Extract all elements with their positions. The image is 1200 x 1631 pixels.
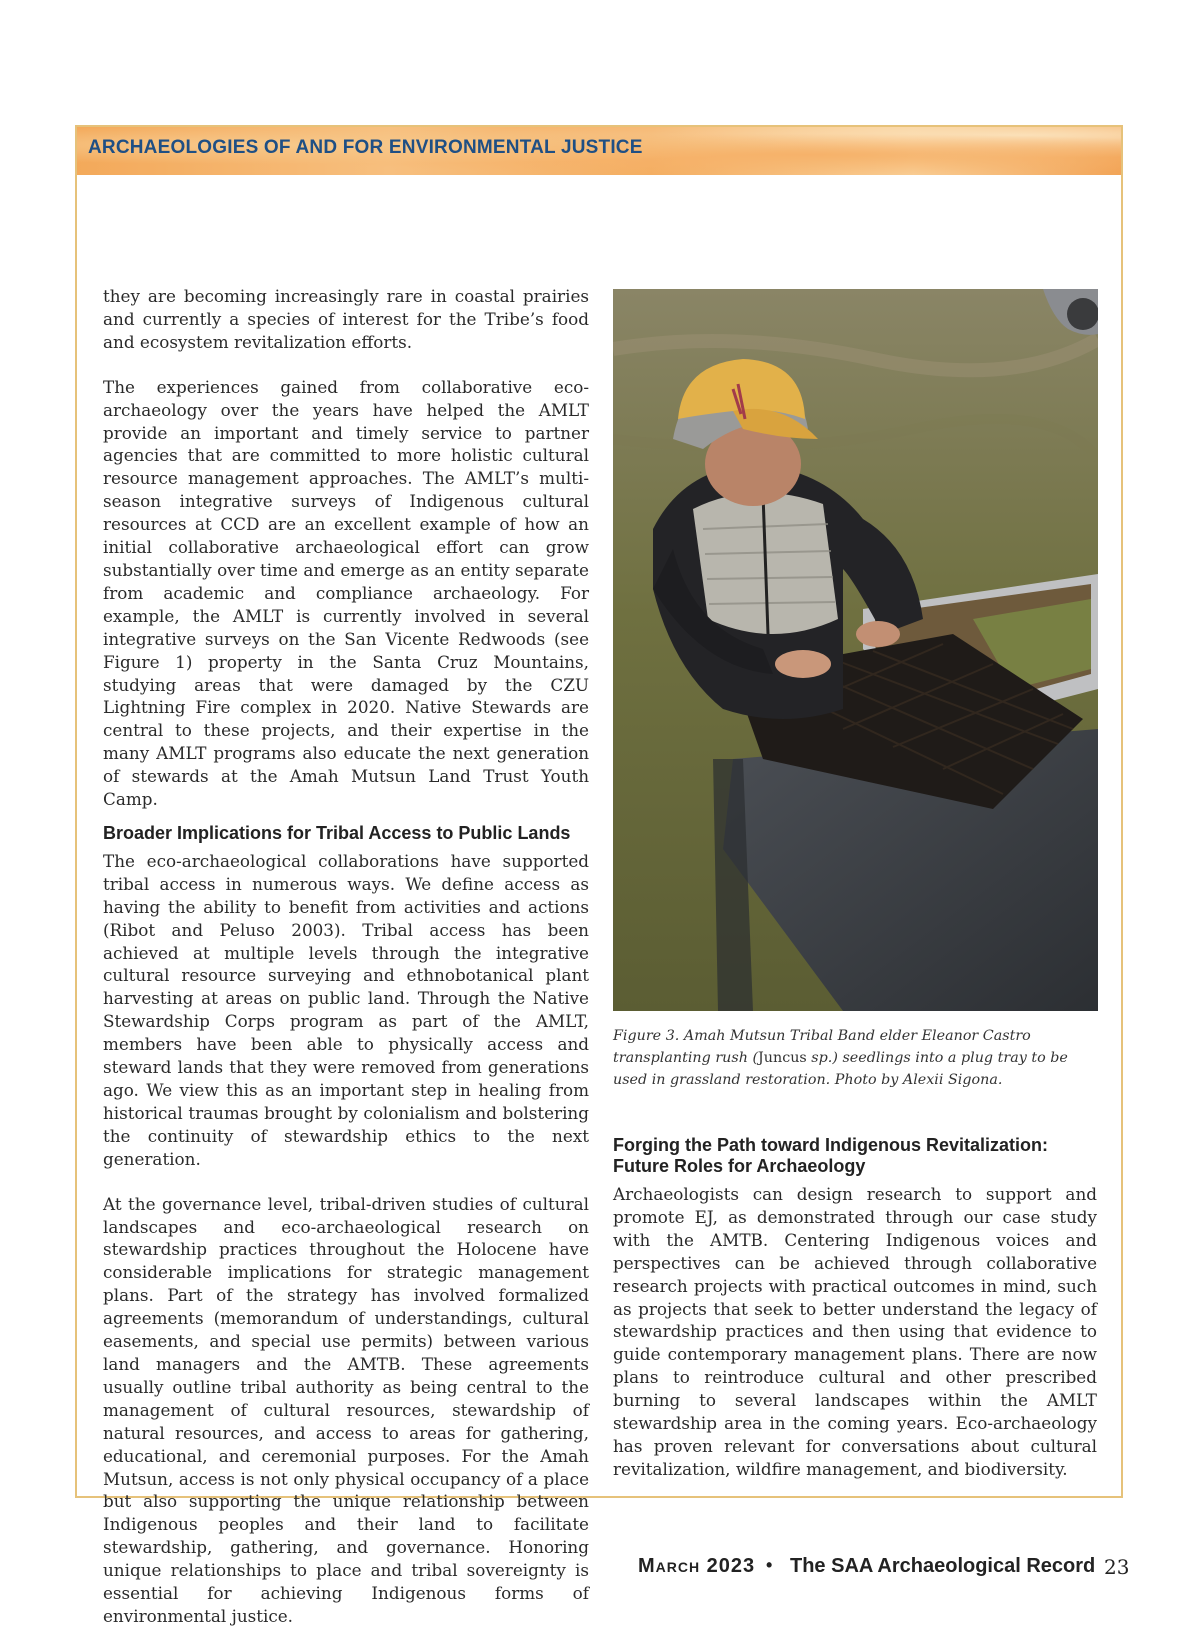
paragraph: Archaeologists can design research to support and promote EJ, as demonstrated through our case study with the AMTB. Centering Indigenous voices and perspectives can be achieved through collaborative research projects with practical outcomes in mind, such as projects that seek to better understand the legacy of stewardship practices and then using that evidence to guide contemporary management plans. There are now plans to reintroduce cultural and other prescribed burning to several landscapes within the AMLT stewardship area in the coming years. Eco-archaeology has proven relevant for conversations about cultural revitalization, wildfire management, and biodiversity. — [613, 1184, 1097, 1479]
section-heading: Forging the Path toward Indigenous Revitalization: Future Roles for Archaeology — [613, 1135, 1049, 1176]
figure-photo — [613, 289, 1098, 1011]
page-number: 23 — [1104, 1555, 1130, 1579]
paragraph: The experiences gained from collaborative eco-archaeology over the years have helped the AMLT provide an important and timely service to partner agencies that are committed to more holistic cultural resource management approaches. The AMLT’s multi-season integrative surveys of Indigenous cultural resources at CCD are an excellent example of how an initial collaborative archaeological effort can grow substantially over time and emerge as an entity separate from academic and compliance archaeology. For example, the AMLT is currently involved in several integrative surveys on the San Vicente Redwoods (see Figure 1) property in the Santa Cruz Mountains, studying areas that were damaged by the CZU Lightning Fire complex in 2020. Native Stewards are central to these projects, and their expertise in the many AMLT programs also educate the next generation of stewards at the Amah Mutsun Land Trust Youth Camp. — [103, 376, 589, 810]
section-heading: Broader Implications for Tribal Access to Public Lands — [103, 822, 571, 843]
caption-text: Figure 3. Amah Mutsun Tribal Band elder Eleanor Castro transplanting rush ( — [613, 1028, 1031, 1066]
caption-genus: Juncus — [758, 1050, 807, 1066]
left-column — [103, 285, 589, 1628]
footer-separator: • — [766, 1555, 773, 1575]
right-column — [613, 1135, 1097, 1481]
paragraph: At the governance level, tribal-driven studies of cultural landscapes and eco-archaeological research on stewardship practices throughout the Holocene have considerable implications for strategic management plans. Part of the strategy has involved formalized agreements (memorandum of understandings, cultural easements, and special use permits) between various land managers and the AMTB. These agreements usually outline tribal authority as being central to the management of cultural resources, stewardship of natural resources, and access to areas for gathering, educational, and ceremonial purposes. For the Amah Mutsun, access is not only physical occupancy of a place but also supporting the unique relationship between Indigenous peoples and their land to facilitate stewardship, gathering, and governance. Honoring unique relationships to place and tribal sovereignty is essential for achieving Indigenous forms of environmental justice. — [103, 1193, 589, 1626]
footer-journal-title: The SAA Archaeological Record — [790, 1555, 1096, 1577]
paragraph: they are becoming increasingly rare in coastal prairies and currently a species of interest for the Tribe’s food and ecosystem revitalization efforts. — [103, 286, 589, 352]
figure-caption — [613, 1025, 1099, 1091]
footer-date: March 2023 — [638, 1555, 756, 1577]
paragraph: The eco-archaeological collaborations have supported tribal access in numerous ways. We define access as having the ability to benefit from activities and actions (Ribot and Peluso 2003). Tribal access has been achieved at multiple levels through the integrative cultural resource surveying and ethnobotanical plant harvesting at areas on public land. Through the Native Stewardship Corps program as part of the AMLT, members have been able to physically access and steward lands that they were removed from generations ago. We view this as an important step in healing from historical traumas brought by colonialism and bolstering the continuity of stewardship ethics to the next generation. — [103, 850, 589, 1169]
section-title: ARCHAEOLOGIES OF AND FOR ENVIRONMENTAL JUSTICE — [88, 137, 643, 158]
caption-text-end: sp.) seedlings into a plug tray to be used in grassland restoration. Photo by Alexii Sigona. — [613, 1050, 1068, 1088]
elder-transplanting-photo — [613, 289, 1098, 1011]
